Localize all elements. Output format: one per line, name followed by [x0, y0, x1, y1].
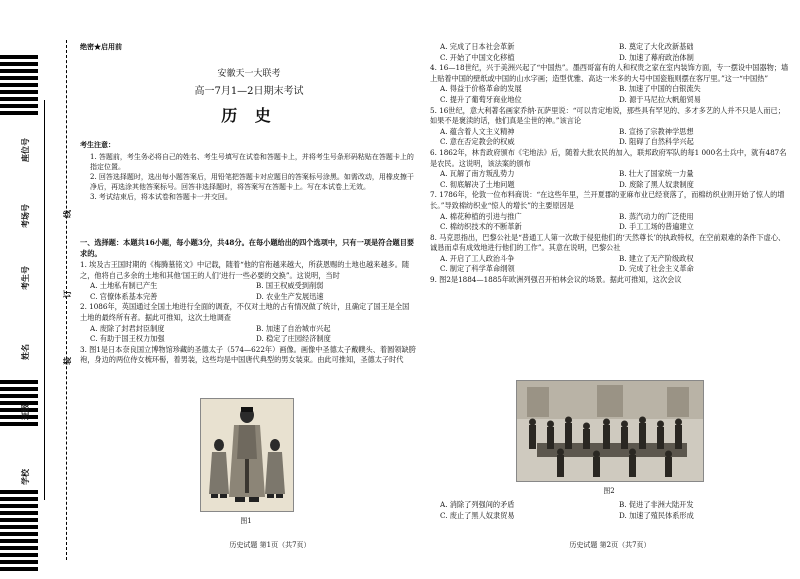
- notice-item: 1. 答题前，考生务必将自己的姓名、考生号填写在试卷和答题卡上，并将考生号条形码粘贴在答题卡上的指定位置。: [90, 153, 414, 171]
- seat-label: 座位号: [20, 138, 30, 162]
- notice-title: 考生注意：: [80, 140, 115, 149]
- option: A. 开启了工人政治斗争: [440, 253, 515, 263]
- question: [430, 148, 792, 190]
- question-list: [80, 260, 416, 366]
- option: C. 废止了黑人奴隶贸易: [440, 510, 515, 520]
- option: D. 加速了幕府政治体制: [619, 52, 694, 62]
- question: [430, 190, 792, 232]
- option: B. 建立了无产阶级政权: [619, 253, 694, 263]
- question-stem: 1. 埃及古王国时期的《梅腾墓铭文》中记载，随着“他的官衔越来越大，所获恩赐的土地也越来越多。随之，他将自己多余的土地和其他‘国王的人们’进行一些必要的交换”。这说明，当时: [80, 260, 410, 280]
- option: C. 有助于国王权力加强: [90, 334, 165, 344]
- question: [430, 106, 792, 148]
- question-stem: 6. 1862年，林肯政府颁布《宅地法》后，随着大批农民的加入，联邦政府军队的每1 000名士兵中，就有487名是农民。这说明，该法案的颁布: [430, 147, 787, 168]
- option: A. 废除了封君封臣制度: [90, 323, 165, 333]
- question-stem: 7. 1786年，伦敦一位布料商说：“在这些年里，兰开夏郡的亚麻布业已经衰落了，而棉纺织业则开始了惊人的增长。”导致棉纺织业“惊人的增长”的主要原因是: [430, 190, 785, 210]
- figure-2-caption: 图2: [603, 487, 615, 495]
- option: A. 得益于价格革命的发展: [440, 84, 522, 94]
- notice-list: [90, 152, 416, 202]
- question-stem: 3. 图1是日本奈良国立博物馆珍藏的圣德太子（574—622年）画像。画像中圣德太子戴幞头、着圆领缺胯袍，身边的两位侍女梳环髻，着男装，这些均是中国唐代典型的男女装束。由此可推知，圣德太子时代: [80, 344, 416, 365]
- school-label: 学校: [20, 469, 30, 485]
- binding-fold-mark: 订: [62, 290, 72, 298]
- student-id-label: 考生号: [20, 266, 30, 290]
- binding-bind-mark: 装: [62, 357, 72, 365]
- option: C. 制定了科学革命纲领: [440, 264, 515, 274]
- option: D. 阻碍了自然科学兴起: [619, 137, 694, 147]
- right-page: [430, 0, 795, 579]
- option: A. 瓦解了南方叛乱势力: [440, 169, 515, 179]
- question-stem: 9. 图2是1884—1885年欧洲列强召开柏林会议的场景。据此可推知，这次会议: [430, 275, 682, 285]
- exam-name: 高一7月1—2日期末考试: [194, 86, 304, 97]
- q9-options: [430, 500, 792, 521]
- option: B. 宣扬了宗教神学思想: [619, 126, 694, 136]
- option: B. 国王权威受到削弱: [256, 281, 324, 291]
- option: B. 奠定了大化改新基础: [619, 42, 694, 51]
- option: A. 完成了日本社会革新: [440, 42, 515, 51]
- option: B. 加速了自治城市兴起: [256, 323, 331, 333]
- question: [430, 275, 792, 286]
- page-footer-left: 历史试题 第1页（共7页）: [229, 541, 311, 549]
- question: [430, 63, 792, 105]
- option: B. 壮大了国家统一力量: [619, 169, 694, 179]
- name-label: 姓名: [20, 344, 30, 360]
- notice-item: 2. 回答选择题时，选出每小题答案后，用铅笔把答题卡对应题目的答案标号涂黑。如需改动，用橡皮擦干净后，再选涂其他答案标号。回答非选择题时，将答案写在答题卡上。写在本试卷上无效。: [90, 173, 414, 191]
- option: A. 土地私有制已产生: [90, 281, 158, 291]
- q3-options: [430, 42, 792, 63]
- option: C. 彻底解决了土地问题: [440, 179, 515, 189]
- portrait-illustration: [201, 399, 293, 511]
- option: C. 开始了中国文化移植: [440, 52, 515, 62]
- figure-1-portrait: [200, 398, 294, 512]
- option: A. 消除了列强间的矛盾: [440, 500, 515, 509]
- question: [80, 345, 416, 366]
- question-stem: 2. 1086年，英国通过全国土地进行全面的调查，不仅对土地的占有情况做了统计，且确定了国王是全国土地的最终所有者。据此可推知，这次土地调查: [80, 302, 410, 322]
- question: [80, 302, 416, 344]
- figure-1-caption: 图1: [240, 517, 252, 525]
- question-stem: 5. 16世纪，意大利著名画家乔纳·瓦萨里说：“可以肯定地说，那些具有罕见的、多才多艺的人并不只是人而已；如果不是褒渎的话，他们真是尘世的神。”该言论: [430, 105, 785, 126]
- option: D. 稳定了庄园经济制度: [256, 334, 331, 344]
- option: D. 加速了殖民体系形成: [619, 510, 694, 520]
- option: D. 完成了社会主义革命: [619, 264, 694, 274]
- room-label: 考场号: [20, 204, 30, 228]
- option: D. 手工工场的普遍建立: [619, 222, 694, 232]
- question: [430, 233, 792, 275]
- option: D. 废除了黑人奴隶制度: [619, 179, 694, 189]
- option: D. 源于马尼拉大帆船贸易: [619, 94, 701, 104]
- page-footer-right: 历史试题 第2页（共7页）: [569, 541, 651, 549]
- option: B. 促进了非洲大陆开发: [619, 500, 694, 509]
- exam-org: 安徽天一大联考: [217, 69, 281, 79]
- option: C. 意在否定教会的权威: [440, 137, 515, 147]
- secret-label: 绝密★启用前: [80, 42, 122, 51]
- option: C. 提升了葡萄牙商业地位: [440, 94, 522, 104]
- option: B. 蒸汽动力的广泛使用: [619, 211, 694, 221]
- option: A. 棉花种植的引进与推广: [440, 211, 522, 221]
- binding-strip: [0, 0, 78, 579]
- left-page: [80, 0, 418, 579]
- option: D. 农业生产发展迅速: [256, 291, 324, 301]
- option: C. 官僚体系基本完善: [90, 291, 158, 301]
- section-heading: 一、选择题：本题共16小题，每小题3分，共48分。在每小题给出的四个选项中，只有一项是符合题目要求的。: [80, 238, 415, 258]
- option: C. 棉纺织技术的不断革新: [440, 222, 522, 232]
- binding-line-mark: 线: [62, 210, 72, 218]
- notice-item: 3. 考试结束后，将本试卷和答题卡一并交回。: [90, 193, 232, 201]
- option: A. 蕴含着人文主义精神: [440, 126, 515, 136]
- question-stem: 8. 马克思指出，巴黎公社是“普通工人第一次敢于侵犯他们的‘天然尊长’的执政特权，在空前艰难的条件下虚心、诚恳而卓有成效地进行他们的工作”。其意在说明，巴黎公社: [430, 232, 786, 253]
- conference-illustration: [517, 381, 703, 481]
- right-column: [430, 42, 792, 286]
- subject-title: 历 史: [221, 106, 277, 125]
- barcode-bars: [0, 0, 38, 579]
- question: [80, 260, 416, 302]
- option: B. 加速了中国的白银流失: [619, 84, 701, 94]
- class-label: 班级: [20, 404, 30, 420]
- question-stem: 4. 16—18世纪，兴于美洲兴起了“中国热”。墨西哥富有的人和权贵之家在室内装饰方面，专一摆设中国器物；墙上贴着中国的壁纸或中国的山水字画；造型优雅、高达一米多的大号中国瓷瓶则摆在客厅里。”这一“中国热”: [430, 63, 789, 83]
- figure-2-berlin-conference: [516, 380, 704, 482]
